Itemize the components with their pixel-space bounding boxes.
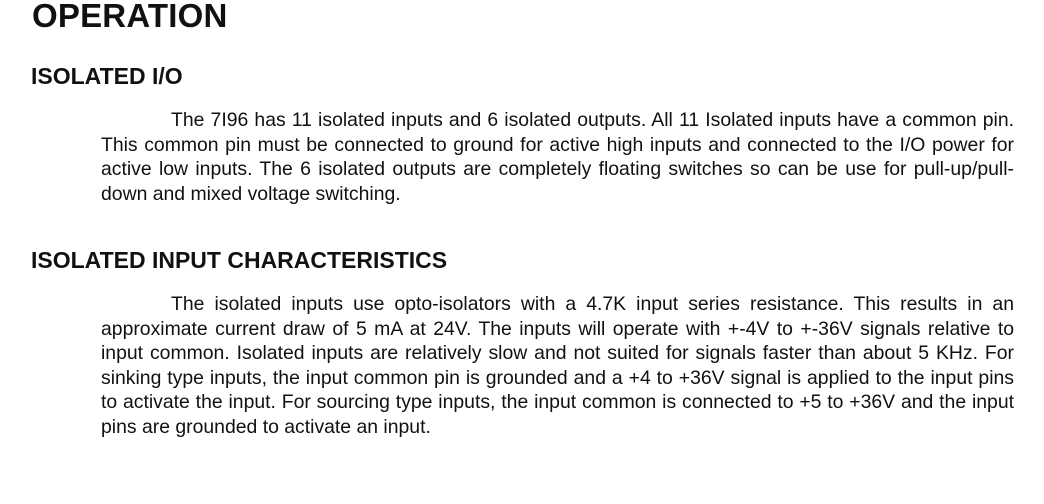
section-heading-isolated-input-characteristics: ISOLATED INPUT CHARACTERISTICS — [31, 247, 448, 273]
section-body-isolated-input-characteristics: The isolated inputs use opto-isolators with a 4.7K input series resistance. This results in an approximate current draw of 5 mA at 24V. The inputs will operate with +-4V to +-36V signals relative to input common. Isolated inputs are relatively slow and not suited for signals faster than about 5 KHz. For sinking type inputs, the input common pin is grounded and a +4 to +36V signal is applied to the input pins to activate the input. For sourcing type inputs, the input common is connected to +5 to +36V and the input pins are grounded to activate an input. — [101, 293, 1014, 438]
section-body-isolated-io: The 7I96 has 11 isolated inputs and 6 isolated outputs. All 11 Isolated inputs have a common pin. This common pin must be connected to ground for active high inputs and connected to the I/O power for active low inputs. The 6 isolated outputs are completely floating switches so can be use for pull-up/pull-down and mixed voltage switching. — [101, 109, 1014, 205]
section-heading-isolated-io: ISOLATED I/O — [31, 63, 183, 89]
page-title: OPERATION — [32, 0, 228, 34]
